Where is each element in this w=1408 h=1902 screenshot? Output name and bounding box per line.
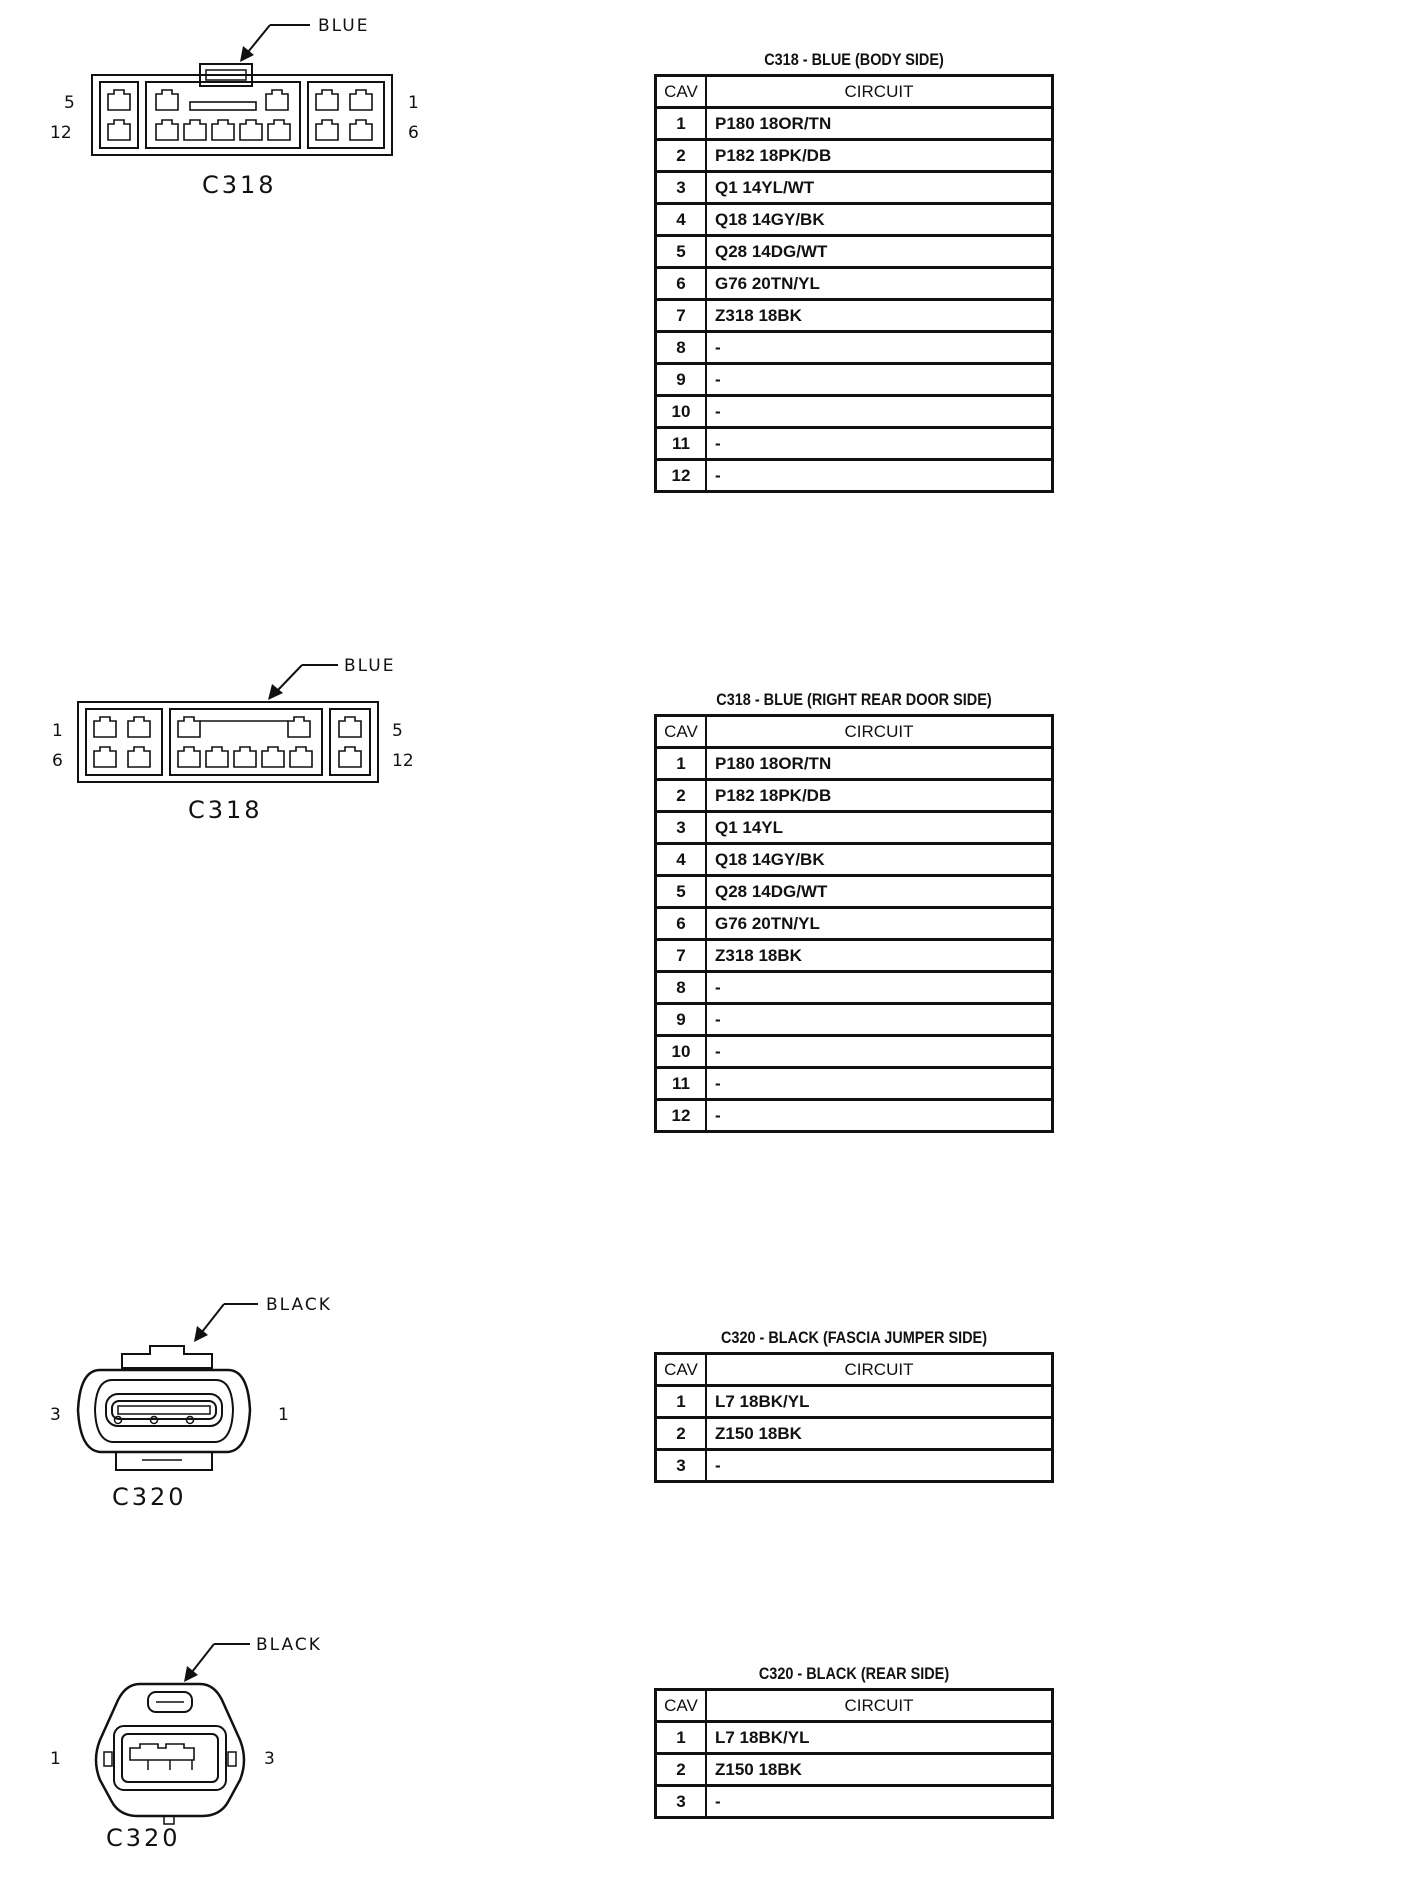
cav-cell: 8	[656, 972, 707, 1004]
cav-cell: 11	[656, 1068, 707, 1100]
connector-c320-rear-diagram	[40, 1620, 360, 1850]
table-row	[656, 748, 1053, 780]
pin-label-top-right: 5	[392, 721, 403, 741]
connector-name: C318	[188, 796, 263, 824]
circuit-cell: P180 18OR/TN	[706, 748, 1053, 780]
circuit-cell: -	[706, 396, 1053, 428]
circuit-cell: Q18 14GY/BK	[706, 204, 1053, 236]
table-row	[656, 1100, 1053, 1132]
cav-cell: 8	[656, 332, 707, 364]
pin-label-right: 1	[278, 1405, 289, 1425]
circuit-cell: L7 18BK/YL	[706, 1386, 1053, 1418]
circuit-cell: -	[706, 1004, 1053, 1036]
table-header-row	[656, 76, 1053, 108]
cav-cell: 2	[656, 1418, 707, 1450]
table-header-row	[656, 716, 1053, 748]
table-row	[656, 396, 1053, 428]
connector-c318-body-diagram	[40, 0, 460, 210]
table-row	[656, 1386, 1053, 1418]
cav-cell: 1	[656, 108, 707, 140]
cav-cell: 5	[656, 236, 707, 268]
circuit-cell: -	[706, 1786, 1053, 1818]
circuit-cell: Q28 14DG/WT	[706, 236, 1053, 268]
cav-cell: 12	[656, 460, 707, 492]
pinout-table	[654, 1352, 1054, 1483]
circuit-cell: -	[706, 1100, 1053, 1132]
cav-cell: 2	[656, 780, 707, 812]
pin-label-bottom-right: 12	[392, 751, 414, 771]
table-row	[656, 1786, 1053, 1818]
table-row	[656, 1450, 1053, 1482]
circuit-cell: L7 18BK/YL	[706, 1722, 1053, 1754]
pin-label-left: 1	[50, 1749, 61, 1769]
cav-header: CAV	[656, 76, 707, 108]
pinout-table	[654, 714, 1054, 1133]
pinout-table-c318-door-side	[654, 690, 1054, 1133]
connector-name: C318	[202, 171, 277, 199]
cav-cell: 2	[656, 1754, 707, 1786]
circuit-cell: -	[706, 364, 1053, 396]
circuit-cell: G76 20TN/YL	[706, 268, 1053, 300]
table-row	[656, 460, 1053, 492]
table-row	[656, 876, 1053, 908]
cav-cell: 10	[656, 396, 707, 428]
pin-label-bottom-right: 6	[408, 123, 419, 143]
pin-label-bottom-left: 6	[52, 751, 63, 771]
connector-name: C320	[106, 1824, 181, 1852]
table-row	[656, 428, 1053, 460]
cav-cell: 6	[656, 268, 707, 300]
pin-label-top-left: 1	[52, 721, 63, 741]
table-row	[656, 268, 1053, 300]
circuit-header: CIRCUIT	[706, 716, 1053, 748]
connector-name: C320	[112, 1483, 187, 1511]
cav-cell: 12	[656, 1100, 707, 1132]
pinout-table-c318-body-side	[654, 50, 1054, 493]
circuit-cell: P182 18PK/DB	[706, 780, 1053, 812]
cav-cell: 6	[656, 908, 707, 940]
cav-cell: 1	[656, 748, 707, 780]
pinout-table-c320-rear-side	[654, 1664, 1054, 1819]
circuit-cell: G76 20TN/YL	[706, 908, 1053, 940]
circuit-cell: -	[706, 332, 1053, 364]
pinout-table	[654, 74, 1054, 493]
connector-c320-rear-side	[40, 1620, 360, 1850]
table-row	[656, 1068, 1053, 1100]
circuit-header: CIRCUIT	[706, 1354, 1053, 1386]
table-row	[656, 204, 1053, 236]
circuit-cell: -	[706, 972, 1053, 1004]
cav-cell: 1	[656, 1722, 707, 1754]
connector-c320-fascia-side	[40, 1280, 360, 1510]
cav-cell: 4	[656, 844, 707, 876]
circuit-cell: -	[706, 460, 1053, 492]
table-row	[656, 908, 1053, 940]
color-label: BLACK	[266, 1295, 332, 1315]
color-label: BLUE	[344, 656, 396, 676]
circuit-header: CIRCUIT	[706, 1690, 1053, 1722]
connector-c318-door-diagram	[40, 640, 460, 830]
cav-cell: 1	[656, 1386, 707, 1418]
pin-label-top-left: 5	[64, 93, 75, 113]
circuit-cell: Z318 18BK	[706, 300, 1053, 332]
circuit-cell: -	[706, 428, 1053, 460]
table-row	[656, 300, 1053, 332]
cav-cell: 3	[656, 172, 707, 204]
connector-c318-door-side	[40, 640, 460, 830]
table-row	[656, 172, 1053, 204]
connector-c320-fascia-diagram	[40, 1280, 360, 1510]
circuit-cell: Q1 14YL/WT	[706, 172, 1053, 204]
circuit-cell: P182 18PK/DB	[706, 140, 1053, 172]
cav-header: CAV	[656, 716, 707, 748]
table-title: C318 - BLUE (RIGHT REAR DOOR SIDE)	[716, 690, 992, 709]
pinout-table	[654, 1688, 1054, 1819]
pin-label-bottom-left: 12	[50, 123, 72, 143]
circuit-cell: Q18 14GY/BK	[706, 844, 1053, 876]
pin-label-top-right: 1	[408, 93, 419, 113]
table-row	[656, 780, 1053, 812]
cav-cell: 2	[656, 140, 707, 172]
circuit-cell: Q1 14YL	[706, 812, 1053, 844]
cav-cell: 10	[656, 1036, 707, 1068]
table-row	[656, 1754, 1053, 1786]
color-label: BLACK	[256, 1635, 322, 1655]
table-title: C320 - BLACK (REAR SIDE)	[758, 1664, 950, 1683]
table-row	[656, 940, 1053, 972]
cav-cell: 3	[656, 1450, 707, 1482]
table-title: C320 - BLACK (FASCIA JUMPER SIDE)	[720, 1328, 988, 1347]
cav-cell: 7	[656, 940, 707, 972]
cav-cell: 3	[656, 812, 707, 844]
cav-header: CAV	[656, 1354, 707, 1386]
table-row	[656, 236, 1053, 268]
table-row	[656, 332, 1053, 364]
circuit-header: CIRCUIT	[706, 76, 1053, 108]
cav-cell: 7	[656, 300, 707, 332]
cav-header: CAV	[656, 1690, 707, 1722]
circuit-cell: P180 18OR/TN	[706, 108, 1053, 140]
circuit-cell: Z150 18BK	[706, 1754, 1053, 1786]
circuit-cell: Z150 18BK	[706, 1418, 1053, 1450]
table-row	[656, 1722, 1053, 1754]
table-row	[656, 844, 1053, 876]
connector-c318-body-side	[40, 0, 460, 210]
table-row	[656, 364, 1053, 396]
circuit-cell: -	[706, 1068, 1053, 1100]
table-row	[656, 1036, 1053, 1068]
table-row	[656, 108, 1053, 140]
cav-cell: 9	[656, 1004, 707, 1036]
color-label: BLUE	[318, 16, 370, 36]
pinout-table-c320-fascia-side	[654, 1328, 1054, 1483]
cav-cell: 9	[656, 364, 707, 396]
table-header-row	[656, 1690, 1053, 1722]
table-row	[656, 972, 1053, 1004]
cav-cell: 3	[656, 1786, 707, 1818]
circuit-cell: -	[706, 1036, 1053, 1068]
circuit-cell: Z318 18BK	[706, 940, 1053, 972]
table-title: C318 - BLUE (BODY SIDE)	[764, 50, 944, 69]
circuit-cell: -	[706, 1450, 1053, 1482]
pin-label-right: 3	[264, 1749, 275, 1769]
pin-label-left: 3	[50, 1405, 61, 1425]
cav-cell: 4	[656, 204, 707, 236]
cav-cell: 11	[656, 428, 707, 460]
table-row	[656, 812, 1053, 844]
table-header-row	[656, 1354, 1053, 1386]
table-row	[656, 140, 1053, 172]
table-row	[656, 1004, 1053, 1036]
table-row	[656, 1418, 1053, 1450]
cav-cell: 5	[656, 876, 707, 908]
circuit-cell: Q28 14DG/WT	[706, 876, 1053, 908]
